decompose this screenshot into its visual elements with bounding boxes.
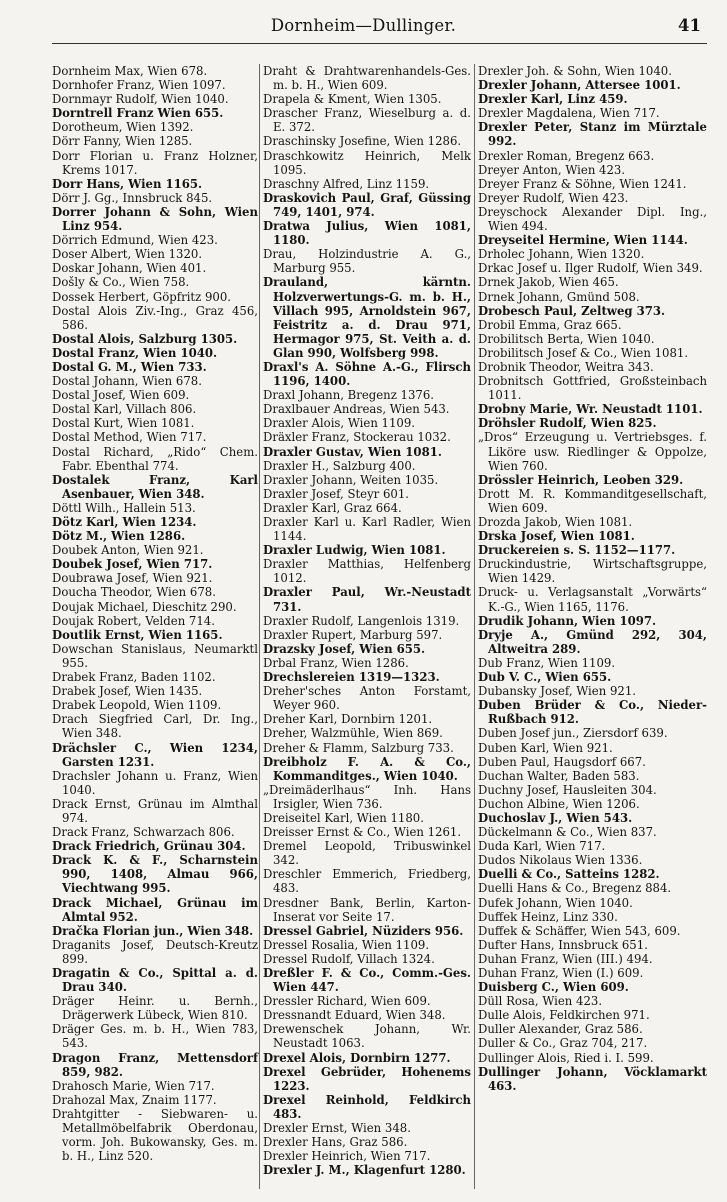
directory-entry: Draxlbauer Andreas, Wien 543.: [263, 402, 450, 417]
directory-entry: Dückelmann & Co., Wien 837.: [478, 825, 657, 840]
directory-entry: Drnek Jakob, Wien 465.: [478, 275, 619, 290]
directory-entry: Drexler Ernst, Wien 348.: [263, 1121, 411, 1136]
directory-entry: Dullinger Alois, Ried i. I. 599.: [478, 1050, 654, 1065]
directory-entry: Dubansky Josef, Wien 921.: [478, 684, 636, 699]
directory-entry: Dornheim Max, Wien 678.: [52, 64, 208, 78]
directory-entry: Drobesch Paul, Zeltweg 373.: [478, 303, 666, 318]
directory-entry: Doucha Theodor, Wien 678.: [52, 585, 216, 600]
directory-entry: „Dreimäderlhaus“ Inh. Hans Irsigler, Wien 736.: [263, 782, 471, 811]
directory-entry: Dorntrell Franz Wien 655.: [52, 106, 224, 121]
directory-entry: Draxler Karl u. Karl Radler, Wien 1144.: [263, 515, 471, 544]
directory-entry: Drexler Hans, Graz 586.: [263, 1135, 408, 1150]
directory-entry: Dulle Alois, Feldkirchen 971.: [478, 1008, 650, 1023]
directory-entry: Duller & Co., Graz 704, 217.: [478, 1036, 648, 1051]
directory-entry: Duben Josef jun., Ziersdorf 639.: [478, 726, 668, 741]
directory-entry: Drahozal Max, Znaim 1177.: [52, 1092, 217, 1107]
directory-entry: Duisberg C., Wien 609.: [478, 980, 629, 995]
directory-entry: Drexler Roman, Bregenz 663.: [478, 148, 655, 163]
directory-entry: Druckereien s. S. 1152—1177.: [478, 543, 676, 558]
directory-entry: Dostal Method, Wien 717.: [52, 430, 207, 445]
directory-entry: Dorrer Johann & Sohn, Wien Linz 954.: [52, 204, 258, 234]
directory-entry: Dreiseitel Karl, Wien 1180.: [263, 810, 424, 825]
directory-column-3: [478, 64, 707, 1194]
directory-entry: Duelli & Co., Satteins 1282.: [478, 867, 660, 882]
directory-entry: Drexler Johann, Attersee 1001.: [478, 78, 681, 93]
directory-entry: Doubek Josef, Wien 717.: [52, 557, 213, 572]
directory-entry: Dufter Hans, Innsbruck 651.: [478, 937, 648, 952]
directory-entry: Draxler Josef, Steyr 601.: [263, 486, 409, 501]
directory-entry: Duffek & Schäffer, Wien 543, 609.: [478, 923, 681, 938]
directory-entry: Draschny Alfred, Linz 1159.: [263, 176, 430, 191]
directory-entry: Draxler Johann, Weiten 1035.: [263, 472, 439, 487]
page-number: 41: [678, 16, 701, 35]
directory-entry: Draxler Alois, Wien 1109.: [263, 416, 416, 431]
directory-column-1: [52, 64, 258, 1194]
directory-entry: Dreyer Franz & Söhne, Wien 1241.: [478, 176, 687, 191]
directory-entry: Dostal Franz, Wien 1040.: [52, 345, 218, 360]
directory-entry: Dreschler Emmerich, Friedberg, 483.: [263, 867, 471, 896]
directory-entry: Dräger Ges. m. b. H., Wien 783, 543.: [52, 1022, 258, 1051]
directory-entry: Duda Karl, Wien 717.: [478, 839, 606, 854]
directory-entry: Duller Alexander, Graz 586.: [478, 1022, 643, 1037]
directory-entry: Dörr J. Gg., Innsbruck 845.: [52, 190, 213, 205]
directory-entry: Drössler Heinrich, Leoben 329.: [478, 472, 684, 487]
directory-entry: Drau, Holzindustrie A. G., Marburg 955.: [263, 247, 471, 276]
directory-entry: Dreisser Ernst & Co., Wien 1261.: [263, 825, 462, 840]
directory-entry: Dostalek Franz, Karl Asenbauer, Wien 348.: [52, 472, 258, 501]
directory-entry: Duelli Hans & Co., Bregenz 884.: [478, 881, 672, 896]
directory-entry: Dub Franz, Wien 1109.: [478, 655, 616, 670]
directory-entry: Dossek Herbert, Göpfritz 900.: [52, 289, 232, 304]
directory-entry: Drahtgitter - Siebwaren- u. Metallmöbelfabrik Oberdonau, vorm. Joh. Bukowansky, Ges. m. b. H., Linz 520.: [52, 1106, 258, 1164]
page-header: [0, 0, 727, 44]
directory-entry: Duchny Josef, Hausleiten 304.: [478, 782, 657, 797]
directory-entry: Duffek Heinz, Linz 330.: [478, 909, 618, 924]
directory-entry: Drachsler Johann u. Franz, Wien 1040.: [52, 768, 258, 797]
directory-entry: Dratwa Julius, Wien 1081, 1180.: [263, 219, 471, 248]
directory-entry: Döttl Wilh., Hallein 513.: [52, 500, 196, 515]
directory-entry: Dullinger Johann, Vöcklamarkt 463.: [478, 1064, 707, 1093]
directory-entry: Drexler Joh. & Sohn, Wien 1040.: [478, 64, 672, 78]
directory-entry: Doutlik Ernst, Wien 1165.: [52, 627, 223, 642]
directory-entry: Dötz Karl, Wien 1234.: [52, 515, 197, 529]
directory-entry: Drexel Reinhold, Feldkirch 483.: [263, 1092, 471, 1121]
directory-entry: Drexel Alois, Dornbirn 1277.: [263, 1050, 451, 1065]
directory-entry: Drexler J. M., Klagenfurt 1280.: [263, 1163, 466, 1178]
directory-entry: Duchoslav J., Wien 543.: [478, 810, 633, 825]
directory-entry: Dostal G. M., Wien 733.: [52, 359, 207, 374]
directory-entry: Dostal Richard, „Rido“ Chem. Fabr. Ebenthal 774.: [52, 444, 258, 473]
directory-entry: Dörr Fanny, Wien 1285.: [52, 134, 193, 149]
directory-entry: Duben Karl, Wien 921.: [478, 740, 613, 755]
directory-entry: Drobnitsch Gottfried, Großsteinbach 1011.: [478, 374, 707, 403]
directory-entry: Dorr Hans, Wien 1165.: [52, 176, 203, 191]
directory-entry: Duhan Franz, Wien (I.) 609.: [478, 966, 644, 980]
directory-entry: Draskovich Paul, Graf, Güssing 749, 1401, 974.: [263, 190, 471, 219]
directory-entry: Drnek Johann, Gmünd 508.: [478, 289, 640, 304]
directory-entry: Drobnik Theodor, Weitra 343.: [478, 359, 654, 374]
directory-entry: Dragon Franz, Mettensdorf 859, 982.: [52, 1050, 258, 1079]
directory-entry: Drack Franz, Schwarzach 806.: [52, 825, 235, 840]
directory-entry: Dorotheum, Wien 1392.: [52, 120, 194, 135]
directory-entry: Draxl Johann, Bregenz 1376.: [263, 388, 435, 403]
directory-entry: Dub V. C., Wien 655.: [478, 670, 612, 685]
directory-entry: Dreyer Anton, Wien 423.: [478, 162, 626, 177]
page-title: Dornheim—Dullinger.: [270, 16, 457, 35]
directory-entry: Drack Friedrich, Grünau 304.: [52, 839, 246, 854]
directory-entry: Drahosch Marie, Wien 717.: [52, 1078, 215, 1093]
directory-entry: Draxler Paul, Wr.-Neustadt 731.: [263, 585, 471, 614]
directory-entry: Dresdner Bank, Berlin, Karton-Inserat vor Seite 17.: [263, 895, 471, 924]
directory-entry: Dressel Gabriel, Nüziders 956.: [263, 923, 464, 938]
directory-entry: Dryje A., Gmünd 292, 304, Altweitra 289.: [478, 627, 707, 656]
directory-entry: Draxl's A. Söhne A.-G., Flirsch 1196, 1400.: [263, 359, 471, 389]
column-divider: [259, 64, 260, 1189]
directory-entry: Drexler Heinrich, Wien 717.: [263, 1149, 431, 1164]
directory-entry: Dreher & Flamm, Salzburg 733.: [263, 740, 454, 755]
directory-entry: Draganits Josef, Deutsch-Kreutz 899.: [52, 937, 258, 966]
directory-entry: Druck- u. Verlagsanstalt „Vorwärts“ K.-G., Wien 1165, 1176.: [478, 585, 707, 614]
directory-entry: Dostal Josef, Wien 609.: [52, 388, 190, 403]
directory-entry: Drascher Franz, Wieselburg a. d. E. 372.: [263, 106, 471, 135]
directory-entry: Doujak Michael, Dieschitz 290.: [52, 599, 237, 614]
directory-entry: Drexler Magdalena, Wien 717.: [478, 106, 660, 121]
directory-entry: Draxler H., Salzburg 400.: [263, 458, 416, 473]
directory-entry: Dräger Heinr. u. Bernh., Drägerwerk Lübeck, Wien 810.: [52, 994, 258, 1023]
directory-entry: Drack Michael, Grünau im Almtal 952.: [52, 895, 258, 924]
directory-entry: Dörrich Edmund, Wien 423.: [52, 233, 218, 248]
directory-entry: Dreher, Walzmühle, Wien 869.: [263, 726, 443, 741]
directory-entry: Draschkowitz Heinrich, Melk 1095.: [263, 148, 471, 177]
directory-entry: Draschinsky Josefine, Wien 1286.: [263, 134, 462, 149]
directory-entry: Drudik Johann, Wien 1097.: [478, 613, 657, 628]
directory-entry: Dreyschock Alexander Dipl. Ing., Wien 494.: [478, 204, 707, 234]
directory-entry: Doubrawa Josef, Wien 921.: [52, 571, 213, 586]
directory-entry: Drabek Franz, Baden 1102.: [52, 670, 216, 685]
directory-entry: Dreher'sches Anton Forstamt, Weyer 960.: [263, 684, 471, 713]
directory-entry: Draht & Drahtwarenhandels-Ges. m. b. H., Wien 609.: [263, 64, 471, 93]
header-rule: [52, 43, 707, 44]
directory-entry: Draxler Rupert, Marburg 597.: [263, 627, 443, 642]
directory-entry: Dreßler F. & Co., Comm.-Ges. Wien 447.: [263, 966, 471, 995]
directory-entry: „Dros“ Erzeugung u. Vertriebsges. f. Liköre usw. Riedlinger & Oppolze, Wien 760.: [478, 430, 707, 473]
directory-entry: Drabek Leopold, Wien 1109.: [52, 698, 222, 713]
directory-entry: Draxler Ludwig, Wien 1081.: [263, 543, 446, 558]
directory-entry: Drächsler C., Wien 1234, Garsten 1231.: [52, 740, 258, 769]
directory-entry: Draxler Matthias, Helfenberg 1012.: [263, 557, 471, 586]
directory-entry: Duchan Walter, Baden 583.: [478, 768, 640, 783]
directory-entry: Dremel Leopold, Tribuswinkel 342.: [263, 839, 471, 868]
directory-entry: Dragatin & Co., Spittal a. d. Drau 340.: [52, 966, 258, 995]
directory-entry: Drauland, kärntn. Holzverwertungs-G. m. b. H., Villach 995, Arnoldstein 967, Feistritz a. d. Drau 971, Hermagor 975, St. Veith a. d. Glan 990, Wolfsberg 998.: [263, 275, 471, 360]
directory-entry: Drewenschek Johann, Wr. Neustadt 1063.: [263, 1022, 471, 1051]
column-divider: [474, 64, 475, 1189]
directory-entry: Doujak Robert, Velden 714.: [52, 613, 215, 628]
directory-entry: Drexel Gebrüder, Hohenems 1223.: [263, 1064, 471, 1093]
directory-entry: Dräxler Franz, Stockerau 1032.: [263, 430, 451, 445]
directory-entry: Dressler Richard, Wien 609.: [263, 994, 431, 1009]
directory-entry: Drapela & Kment, Wien 1305.: [263, 92, 442, 107]
directory-entry: Dostal Alois Ziv.-Ing., Graz 456, 586.: [52, 303, 258, 332]
directory-entry: Duchon Albine, Wien 1206.: [478, 796, 640, 811]
directory-entry: Dufek Johann, Wien 1040.: [478, 895, 633, 910]
directory-entry: Drack Ernst, Grünau im Almthal 974.: [52, 796, 258, 825]
directory-entry: Drott M. R. Kommanditgesellschaft, Wien 609.: [478, 486, 707, 515]
directory-entry: Druckindustrie, Wirtschaftsgruppe, Wien 1429.: [478, 557, 707, 586]
directory-entry: Dressel Rudolf, Villach 1324.: [263, 951, 435, 966]
directory-entry: Dornmayr Rudolf, Wien 1040.: [52, 92, 229, 107]
directory-entry: Drach Siegfried Carl, Dr. Ing., Wien 348.: [52, 712, 258, 741]
directory-entry: Dowschan Stanislaus, Neumarktl 955.: [52, 641, 258, 670]
directory-entry: Dostal Kurt, Wien 1081.: [52, 416, 195, 431]
directory-entry: Doskar Johann, Wien 401.: [52, 261, 207, 276]
directory-entry: Dreibholz F. A. & Co., Kommanditges., Wien 1040.: [263, 754, 471, 783]
directory-entry: Drobil Emma, Graz 665.: [478, 317, 622, 332]
directory-entry: Dostal Johann, Wien 678.: [52, 374, 202, 389]
directory-entry: Drobilitsch Berta, Wien 1040.: [478, 331, 655, 346]
directory-entry: Düll Rosa, Wien 423.: [478, 994, 603, 1009]
directory-entry: Dreher Karl, Dornbirn 1201.: [263, 712, 433, 727]
directory-entry: Dorr Florian u. Franz Holzner, Krems 1017.: [52, 148, 258, 177]
directory-entry: Duben Brüder & Co., Nieder-Rußbach 912.: [478, 698, 707, 727]
directory-entry: Dötz M., Wien 1286.: [52, 529, 186, 544]
directory-entry: Drkac Josef u. Ilger Rudolf, Wien 349.: [478, 261, 703, 276]
directory-entry: Drobilitsch Josef & Co., Wien 1081.: [478, 345, 689, 360]
directory-entry: Doser Albert, Wien 1320.: [52, 247, 203, 262]
directory-entry: Došly & Co., Wien 758.: [52, 275, 190, 290]
directory-entry: Dreyseitel Hermine, Wien 1144.: [478, 233, 688, 248]
directory-entry: Drexler Karl, Linz 459.: [478, 92, 628, 107]
directory-entry: Drazsky Josef, Wien 655.: [263, 641, 426, 656]
directory-entry: Drska Josef, Wien 1081.: [478, 529, 635, 544]
directory-entry: Duhan Franz, Wien (III.) 494.: [478, 951, 653, 966]
directory-entry: Dressel Rosalia, Wien 1109.: [263, 937, 430, 952]
directory-entry: Draxler Karl, Graz 664.: [263, 500, 402, 515]
directory-entry: Dostal Alois, Salzburg 1305.: [52, 331, 238, 346]
directory-entry: Dostal Karl, Villach 806.: [52, 402, 197, 417]
directory-entry: Duben Paul, Haugsdorf 667.: [478, 754, 646, 769]
directory-entry: Dröhsler Rudolf, Wien 825.: [478, 416, 657, 431]
directory-entry: Drechslereien 1319—1323.: [263, 670, 440, 685]
directory-entry: Dreyer Rudolf, Wien 423.: [478, 190, 629, 205]
directory-entry: Dornhofer Franz, Wien 1097.: [52, 78, 226, 93]
directory-entry: Draxler Rudolf, Langenlois 1319.: [263, 613, 460, 628]
directory-entry: Drobny Marie, Wr. Neustadt 1101.: [478, 402, 703, 417]
directory-entry: Drack K. & F., Scharnstein 990, 1408, Almau 966, Viechtwang 995.: [52, 853, 258, 896]
directory-entry: Drabek Josef, Wien 1435.: [52, 684, 203, 699]
directory-entry: Doubek Anton, Wien 921.: [52, 543, 204, 558]
directory-entry: Draxler Gustav, Wien 1081.: [263, 444, 442, 459]
directory-entry: Drbal Franz, Wien 1286.: [263, 655, 409, 670]
directory-entry: Drozda Jakob, Wien 1081.: [478, 515, 633, 529]
directory-column-2: [263, 64, 471, 1194]
directory-entry: Dudos Nikolaus Wien 1336.: [478, 853, 643, 868]
directory-entry: Dressnandt Eduard, Wien 348.: [263, 1008, 446, 1023]
directory-entry: Drholec Johann, Wien 1320.: [478, 247, 645, 262]
directory-entry: Drexler Peter, Stanz im Mürztale 992.: [478, 120, 707, 149]
directory-entry: Dračka Florian jun., Wien 348.: [52, 923, 254, 938]
